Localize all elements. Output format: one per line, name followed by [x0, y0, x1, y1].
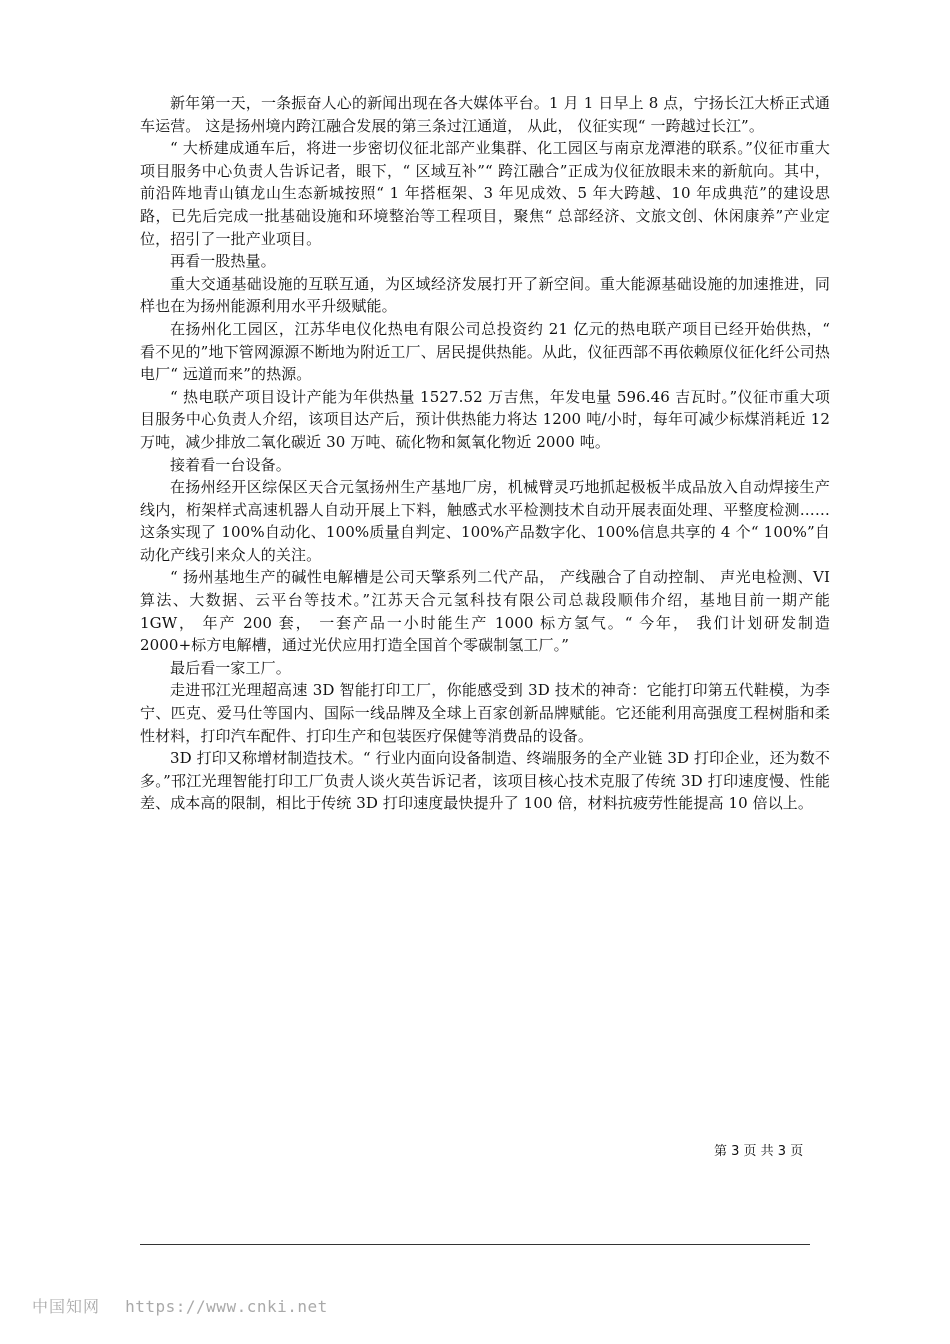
paragraph: “ 扬州基地生产的碱性电解槽是公司天擎系列二代产品， 产线融合了自动控制、 声光电检测、VI 算法、大数据、云平台等技术。”江苏天合元氢科技有限公司总裁段顺伟介绍，基地目前一期产能 1GW， 年产 200 套， 一套产品一小时能生产 1000 标方氢气。“ 今年， 我们计划研发制造 2000+标方电解槽，通过光伏应用打造全国首个零碳制氢工厂。” [140, 568, 830, 655]
watermark-url: https://www.cnki.net [125, 1297, 328, 1316]
paragraph: 在扬州化工园区，江苏华电仪化热电有限公司总投资约 21 亿元的热电联产项目已经开始供热，“ 看不见的”地下管网源源不断地为附近工厂、居民提供热能。从此，仪征西部不再依赖原仪征化纤公司热电厂“ 远道而来”的热源。 [140, 319, 830, 384]
paragraph: “ 热电联产项目设计产能为年供热量 1527.52 万吉焦，年发电量 596.46 吉瓦时。”仪征市重大项目服务中心负责人介绍，该项目达产后，预计供热能力将达 1200 吨/小时，每年可减少标煤消耗近 12 万吨，减少排放二氧化碳近 30 万吨、硫化物和氮氧化物近 2000 吨。 [140, 387, 830, 451]
paragraph: 重大交通基础设施的互联互通，为区域经济发展打开了新空间。重大能源基础设施的加速推进，同样也在为扬州能源利用水平升级赋能。 [140, 274, 830, 316]
watermark [32, 1294, 328, 1317]
document-body [140, 92, 830, 815]
paragraph: 3D 打印又称增材制造技术。“ 行业内面向设备制造、终端服务的全产业链 3D 打印企业，还为数不多。”邗江光理智能打印工厂负责人谈火英告诉记者，该项目核心技术克服了传统 3D 打印速度慢、性能差、成本高的限制，相比于传统 3D 打印速度最快提升了 100 倍，材料抗疲劳性能提高 10 倍以上。 [140, 749, 830, 813]
paragraph: 再看一股热量。 [170, 252, 276, 271]
paragraph: “ 大桥建成通车后，将进一步密切仪征北部产业集群、化工园区与南京龙潭港的联系。”仪征市重大项目服务中心负责人告诉记者，眼下，“ 区域互补”“ 跨江融合”正成为仪征放眼未来的新航向。其中，前沿阵地青山镇龙山生态新城按照“ 1 年搭框架、3 年见成效、5 年大跨越、10 年成典范”的建设思路，已先后完成一批基础设施和环境整治等工程项目，聚焦“ 总部经济、文旅文创、休闲康养”产业定位，招引了一批产业项目。 [140, 139, 830, 248]
paragraph: 新年第一天，一条振奋人心的新闻出现在各大媒体平台。1 月 1 日早上 8 点，宁扬长江大桥正式通车运营。 这是扬州境内跨江融合发展的第三条过江通道， 从此， 仪征实现“ 一跨越过长江”。 [140, 94, 830, 135]
footer-divider [140, 1244, 810, 1245]
watermark-brand: 中国知网 [32, 1297, 101, 1316]
paragraph: 最后看一家工厂。 [170, 658, 291, 677]
paragraph: 接着看一台设备。 [170, 455, 291, 474]
paragraph: 在扬州经开区综保区天合元氢扬州生产基地厂房，机械臂灵巧地抓起极板半成品放入自动焊接生产线内，桁架样式高速机器人自动开展上下料，触感式水平检测技术自动开展表面处理、平整度检测……这条实现了 100%自动化、100%质量自判定、100%产品数字化、100%信息共享的 4 个“ 100%”自动化产线引来众人的关注。 [140, 478, 830, 564]
paragraph: 走进邗江光理超高速 3D 智能打印工厂，你能感受到 3D 技术的神奇：它能打印第五代鞋模，为李宁、匹克、爱马仕等国内、国际一线品牌及全球上百家创新品牌赋能。它还能利用高强度工程树脂和柔性材料，打印汽车配件、打印生产和包装医疗保健等消费品的设备。 [140, 681, 830, 745]
page-number: 第 3 页 共 3 页 [714, 1144, 804, 1159]
